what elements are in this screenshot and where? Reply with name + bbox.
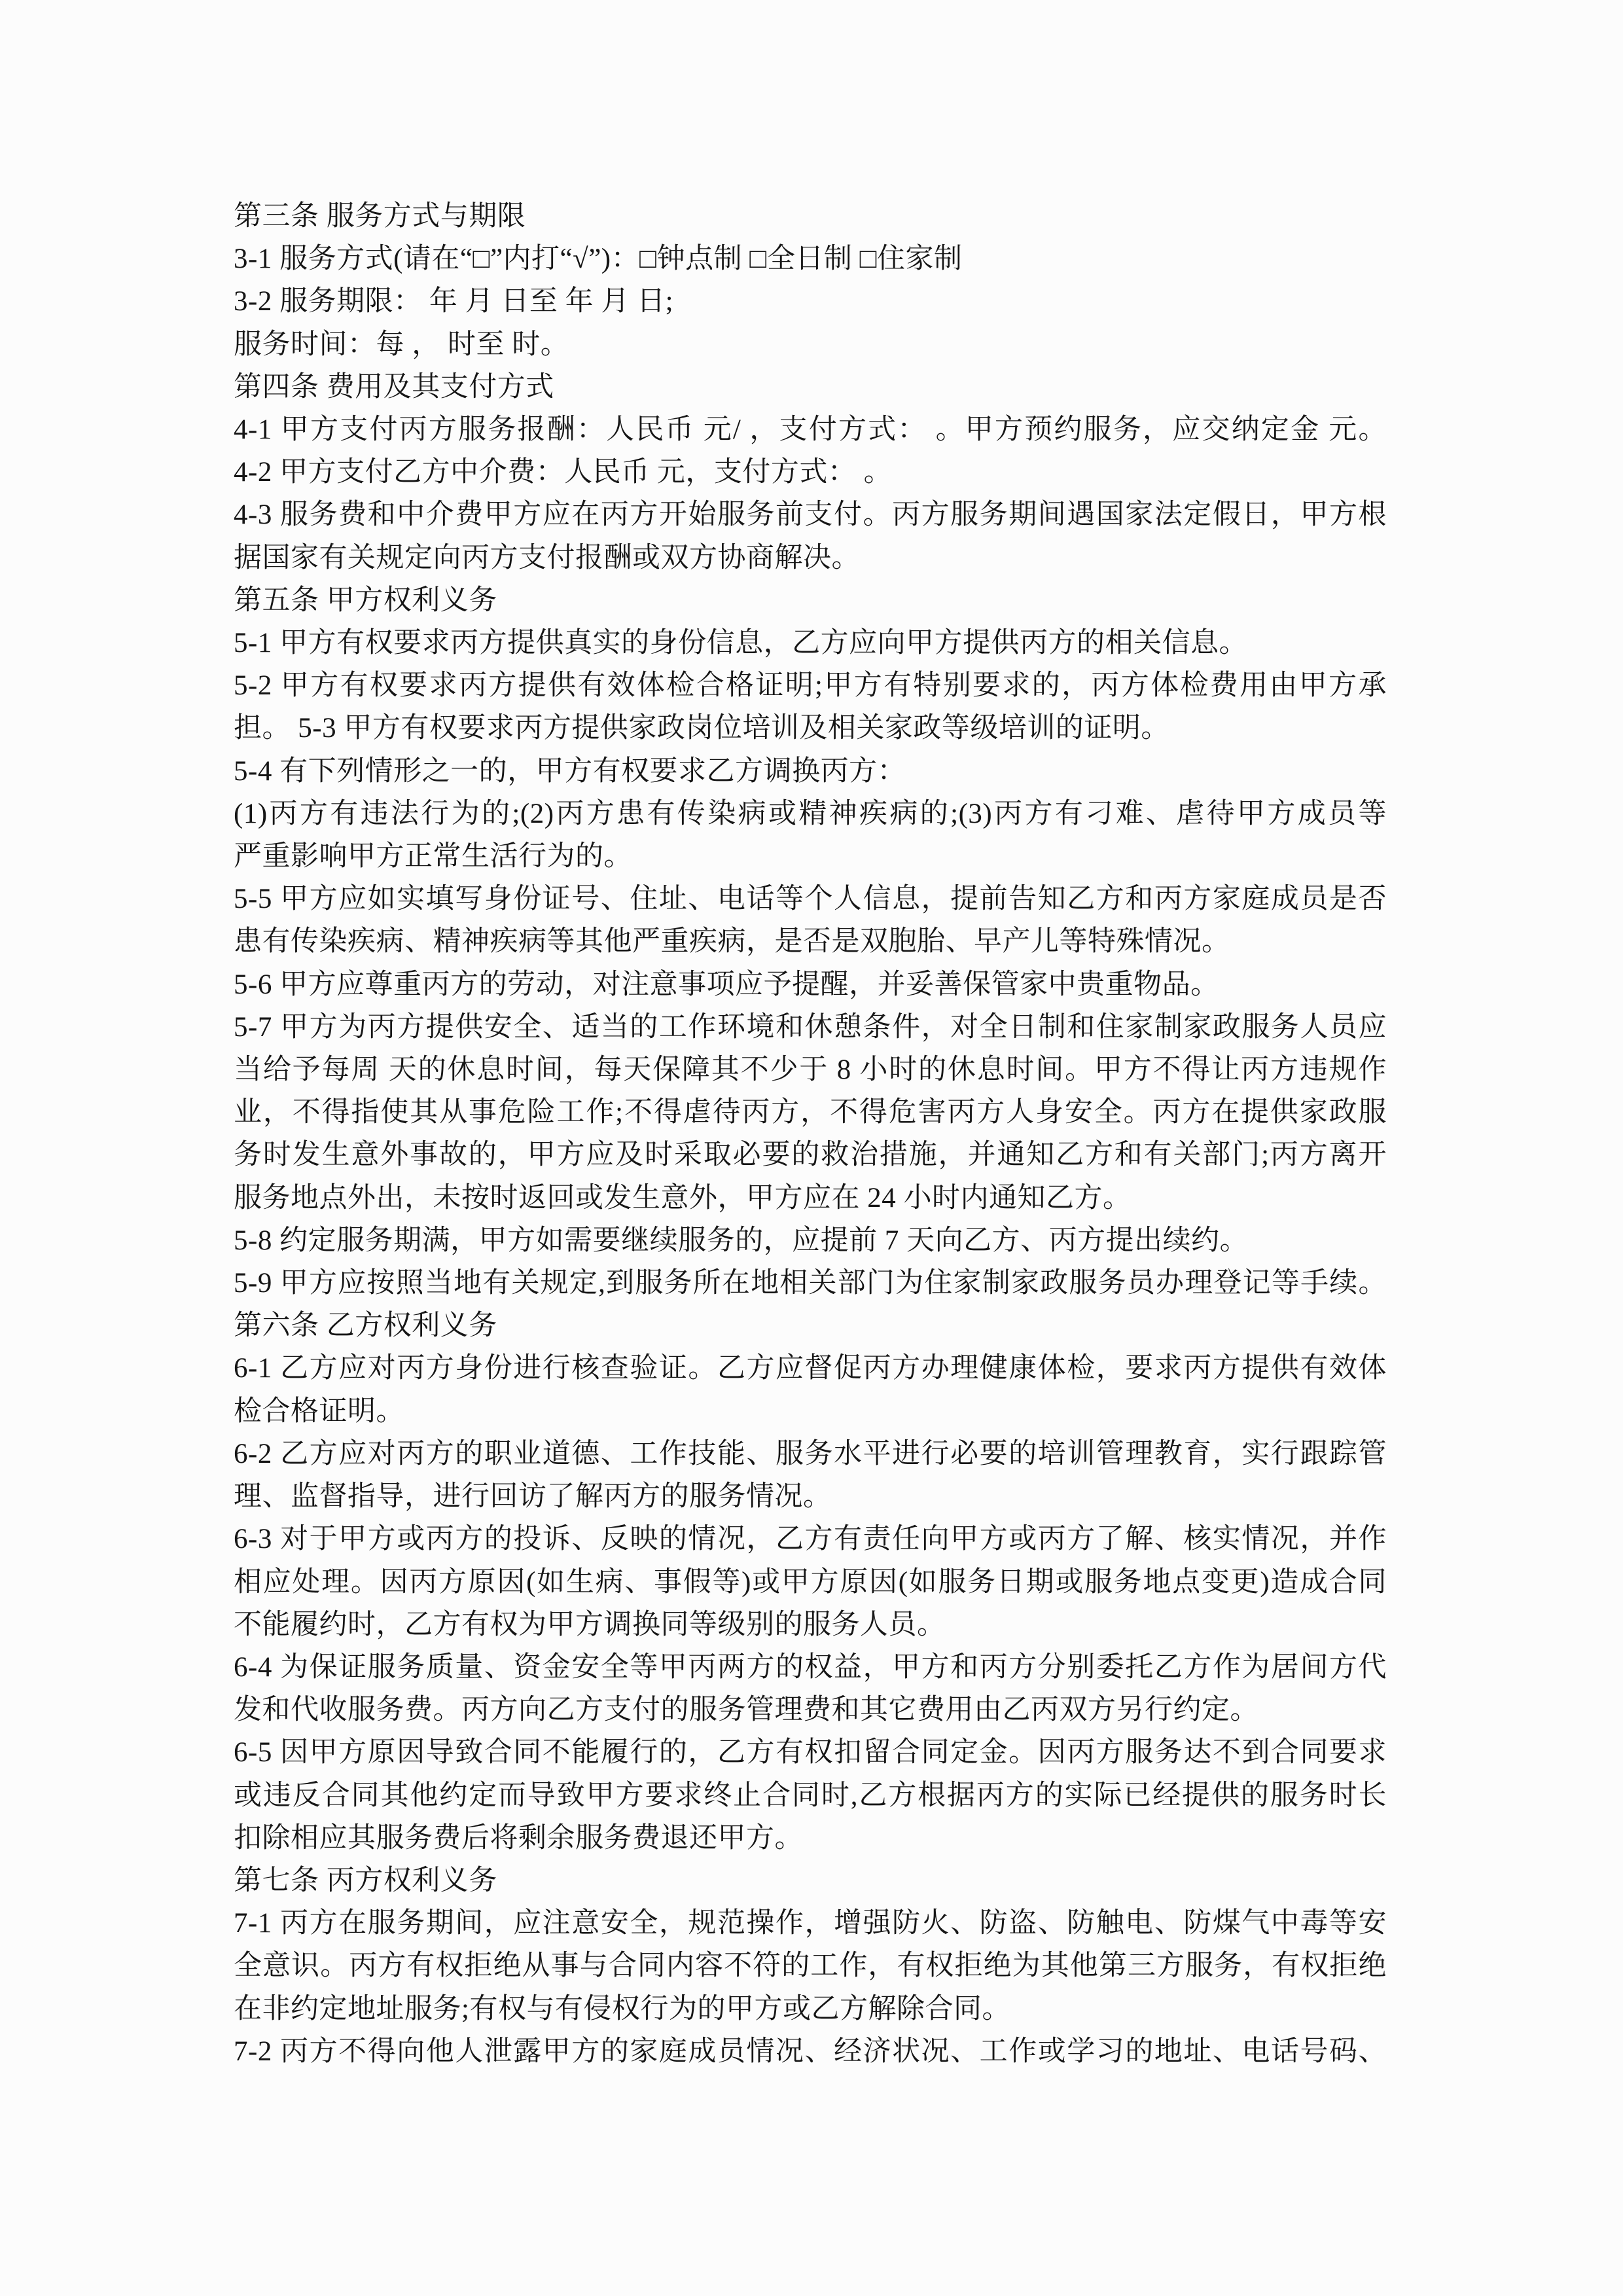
clause-6-1-line-2: 检合格证明。 bbox=[234, 1395, 404, 1427]
clause-6-4-line-2: 发和代收服务费。丙方向乙方支付的服务管理费和其它费用由乙丙双方另行约定。 bbox=[234, 1695, 1258, 1726]
clause-4-1: 4-1 甲方支付丙方服务报酬：人民币 元/ ，支付方式： 。甲方预约服务，应交纳定金 元。 bbox=[234, 414, 1387, 446]
clause-6-3-line-3: 不能履约时，乙方有权为甲方调换同等级别的服务人员。 bbox=[234, 1609, 946, 1640]
clause-7-1-line-3: 在非约定地址服务;有权与有侵权行为的甲方或乙方解除合同。 bbox=[234, 1993, 1010, 2024]
clause-5-4-items-line-1: (1)丙方有违法行为的;(2)丙方患有传染病或精神疾病的;(3)丙方有刁难、虐待甲方成员等 bbox=[234, 798, 1387, 829]
section-heading-article-6: 第六条 乙方权利义务 bbox=[234, 1310, 497, 1342]
clause-3-2-service-term: 3-2 服务期限： 年 月 日至 年 月 日; bbox=[234, 286, 674, 317]
section-heading-article-4: 第四条 费用及其支付方式 bbox=[234, 371, 554, 403]
clause-5-7-line-2: 当给予每周 天的休息时间，每天保障其不少于 8 小时的休息时间。甲方不得让丙方违规作 bbox=[234, 1054, 1387, 1086]
clause-5-7-line-5: 服务地点外出，未按时返回或发生意外，甲方应在 24 小时内通知乙方。 bbox=[234, 1182, 1132, 1213]
contract-text-block bbox=[234, 195, 1387, 2073]
clause-6-1-line-1: 6-1 乙方应对丙方身份进行核查验证。乙方应督促丙方办理健康体检，要求丙方提供有效体 bbox=[234, 1353, 1387, 1384]
clause-5-2-line-1: 5-2 甲方有权要求丙方提供有效体检合格证明;甲方有特别要求的，丙方体检费用由甲方承 bbox=[234, 670, 1387, 702]
clause-4-3-line-2: 据国家有关规定向丙方支付报酬或双方协商解决。 bbox=[234, 542, 860, 573]
clause-4-2: 4-2 甲方支付乙方中介费：人民币 元，支付方式： 。 bbox=[234, 457, 893, 488]
clause-5-5-line-1: 5-5 甲方应如实填写身份证号、住址、电话等个人信息，提前告知乙方和丙方家庭成员是否 bbox=[234, 884, 1387, 915]
clause-6-5-line-2: 或违反合同其他约定而导致甲方要求终止合同时,乙方根据丙方的实际已经提供的服务时长 bbox=[234, 1780, 1387, 1811]
section-heading-article-5: 第五条 甲方权利义务 bbox=[234, 584, 497, 616]
clause-5-7-line-1: 5-7 甲方为丙方提供安全、适当的工作环境和休憩条件，对全日制和住家制家政服务人员应 bbox=[234, 1011, 1387, 1043]
section-heading-article-3: 第三条 服务方式与期限 bbox=[234, 201, 526, 232]
clause-5-7-line-3: 业，不得指使其从事危险工作;不得虐待丙方，不得危害丙方人身安全。丙方在提供家政服 bbox=[234, 1097, 1387, 1128]
clause-5-4-items-line-2: 严重影响甲方正常生活行为的。 bbox=[234, 841, 632, 872]
clause-7-1-line-1: 7-1 丙方在服务期间，应注意安全，规范操作，增强防火、防盗、防触电、防煤气中毒等安 bbox=[234, 1908, 1387, 1939]
clause-6-3-line-1: 6-3 对于甲方或丙方的投诉、反映的情况，乙方有责任向甲方或丙方了解、核实情况，并作 bbox=[234, 1524, 1387, 1555]
clause-5-8: 5-8 约定服务期满，甲方如需要继续服务的，应提前 7 天向乙方、丙方提出续约。 bbox=[234, 1225, 1249, 1256]
clause-6-5-line-3: 扣除相应其服务费后将剩余服务费退还甲方。 bbox=[234, 1822, 803, 1854]
clause-service-time: 服务时间：每 ， 时至 时。 bbox=[234, 329, 569, 360]
clause-6-4-line-1: 6-4 为保证服务质量、资金安全等甲丙两方的权益，甲方和丙方分别委托乙方作为居间方代 bbox=[234, 1651, 1387, 1683]
section-heading-article-7: 第七条 丙方权利义务 bbox=[234, 1865, 497, 1896]
clause-5-2-line-2-and-5-3: 担。 5-3 甲方有权要求丙方提供家政岗位培训及相关家政等级培训的证明。 bbox=[234, 713, 1169, 744]
clause-6-5-line-1: 6-5 因甲方原因导致合同不能履行的，乙方有权扣留合同定金。因丙方服务达不到合同要求 bbox=[234, 1737, 1387, 1768]
clause-7-1-line-2: 全意识。丙方有权拒绝从事与合同内容不符的工作，有权拒绝为其他第三方服务，有权拒绝 bbox=[234, 1950, 1387, 1982]
clause-6-2-line-1: 6-2 乙方应对丙方的职业道德、工作技能、服务水平进行必要的培训管理教育，实行跟踪管 bbox=[234, 1438, 1387, 1469]
clause-3-1-service-mode: 3-1 服务方式(请在“□”内打“√”)：□钟点制 □全日制 □住家制 bbox=[234, 243, 963, 275]
clause-5-4: 5-4 有下列情形之一的，甲方有权要求乙方调换丙方： bbox=[234, 755, 906, 787]
clause-6-2-line-2: 理、监督指导，进行回访了解丙方的服务情况。 bbox=[234, 1481, 832, 1513]
clause-5-7-line-4: 务时发生意外事故的，甲方应及时采取必要的救治措施，并通知乙方和有关部门;丙方离开 bbox=[234, 1139, 1387, 1171]
clause-5-5-line-2: 患有传染疾病、精神疾病等其他严重疾病，是否是双胞胎、早产儿等特殊情况。 bbox=[234, 926, 1230, 958]
clause-4-3-line-1: 4-3 服务费和中介费甲方应在丙方开始服务前支付。丙方服务期间遇国家法定假日，甲方根 bbox=[234, 499, 1387, 531]
clause-5-1: 5-1 甲方有权要求丙方提供真实的身份信息，乙方应向甲方提供丙方的相关信息。 bbox=[234, 628, 1248, 659]
clause-7-2-line-1: 7-2 丙方不得向他人泄露甲方的家庭成员情况、经济状况、工作或学习的地址、电话号码、 bbox=[234, 2036, 1387, 2067]
clause-5-6: 5-6 甲方应尊重丙方的劳动，对注意事项应予提醒，并妥善保管家中贵重物品。 bbox=[234, 969, 1219, 1000]
clause-6-3-line-2: 相应处理。因丙方原因(如生病、事假等)或甲方原因(如服务日期或服务地点变更)造成合同 bbox=[234, 1566, 1387, 1598]
clause-5-9: 5-9 甲方应按照当地有关规定,到服务所在地相关部门为住家制家政服务员办理登记等手续。 bbox=[234, 1268, 1387, 1299]
